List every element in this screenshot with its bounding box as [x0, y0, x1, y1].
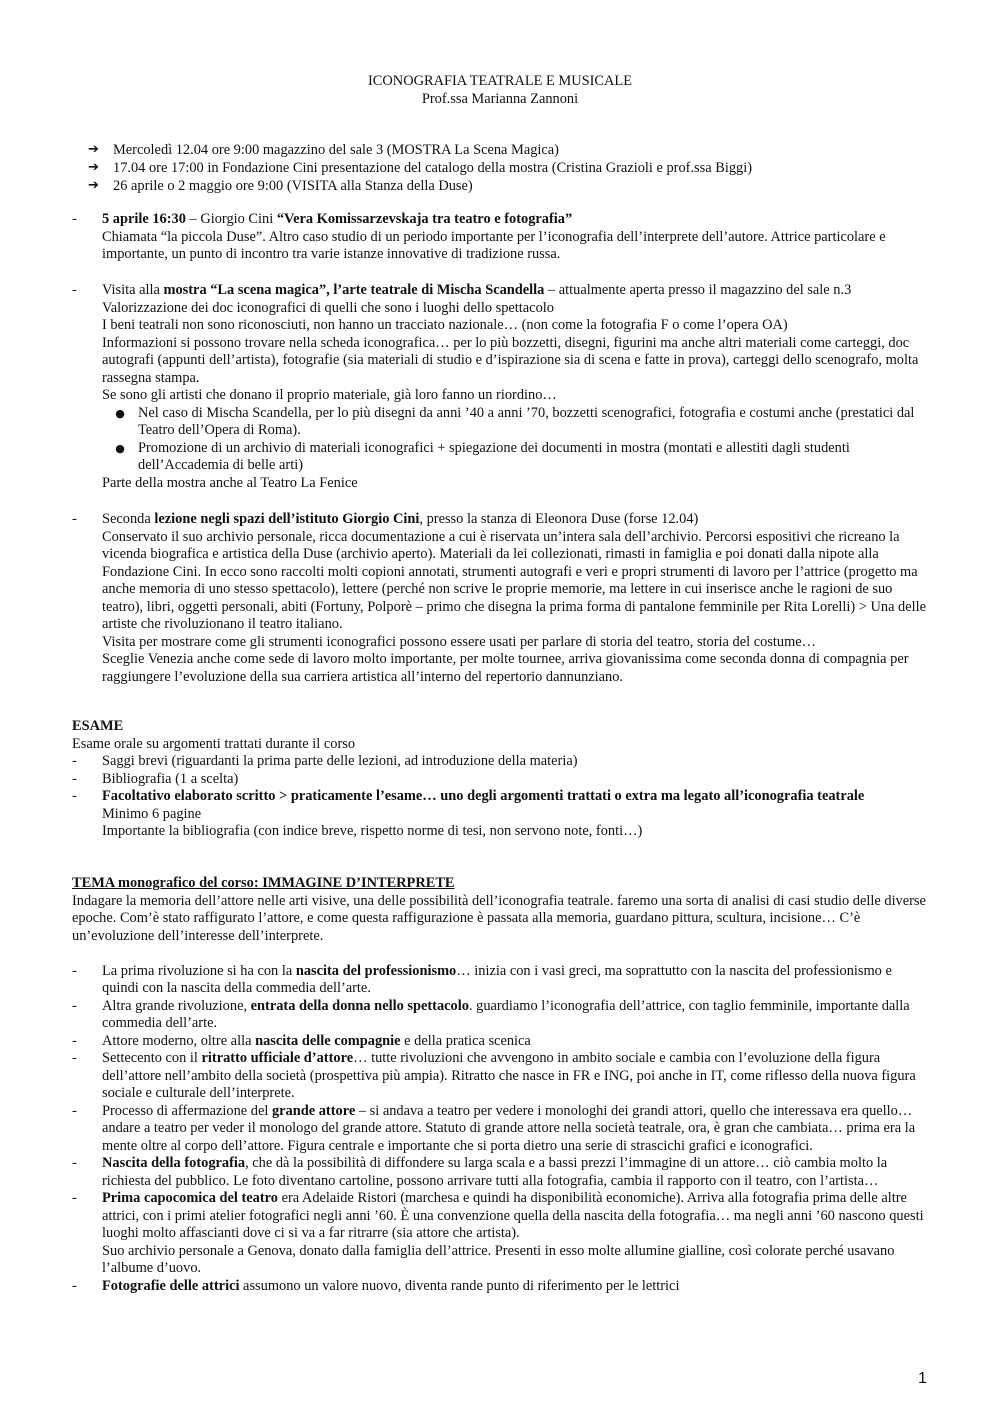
- right-arrow-icon: ➔: [88, 178, 99, 193]
- dash-bullet: -: [72, 997, 77, 1014]
- list-item: ● Promozione di un archivio di materiali iconografici + spiegazione dei documenti in mostra (montati e allestiti dagli studenti dell’Accademia di belle arti): [102, 440, 932, 475]
- theme-intro: Indagare la memoria dell’attore nelle arti visive, una delle possibilità dell’iconografia teatrale. faremo una sorta di analisi di casi studio delle diverse epoche. Com’è stato raffigurato l’attore, e come questa raffigurazione è passata alla memoria, guardano pittura, scultura, incisione… C’è un’evoluzione dell’interesse dell’interprete.: [72, 892, 926, 944]
- page-number: 1: [918, 1370, 927, 1387]
- list-item: - Prima capocomica del teatro era Adelaide Ristori (marchesa e quindi ha disponibilità economiche). Arriva alla fotografia prima delle altre attrici, con i primi atelier fotografici negli anni ’60. È una convenzione quella della nascita della fotografia… ma negli anni ’60 nascono questi luoghi molto affascianti dove ci si va a far ritrarre (sia attore che artista). Suo archivio personale a Genova, donato dalla famiglia dell’attrice. Presenti in esso molte allumine gialline, così colorate perché usavano l’albume d’uovo.: [72, 1190, 924, 1276]
- document-title: ICONOGRAFIA TEATRALE E MUSICALE: [368, 73, 632, 89]
- right-arrow-icon: ➔: [88, 142, 99, 157]
- lesson-1: - 5 aprile 16:30 – Giorgio Cini “Vera Komissarzevskaja tra teatro e fotografia” Chiamata “la piccola Duse”. Altro caso studio di un periodo importante per l’iconografia dell’interprete dell’autore. Attrice particolare e importante, un punto di incontro tra varie istanze innovative di tradizione russa.: [72, 211, 932, 264]
- schedule-item: ➔ Mercoledì 12.04 ore 9:00 magazzino del sale 3 (MOSTRA La Scena Magica): [88, 142, 559, 158]
- list-item: - Attore moderno, oltre alla nascita delle compagnie e della pratica scenica: [72, 1032, 531, 1049]
- dash-bullet: -: [72, 962, 77, 979]
- dash-bullet: -: [72, 753, 77, 769]
- document-header: [0, 72, 1000, 108]
- lesson-3: - Seconda lezione negli spazi dell’istituto Giorgio Cini, presso la stanza di Eleonora Duse (forse 12.04) Conservato il suo archivio personale, ricca documentazione a cui è riservata un’intera sala dell’archivio. Percorsi espositivi che ricreano la vicenda biografica e artistica della Duse (archivio aperto). Materiali da lei collezionati, rimasti in famiglia e poi donati dalla nipote alla Fondazione Cini. In ecco sono raccolti molti copioni annotati, strumenti autografi e veri e propri strumenti di lavoro per l’attrice (progetto ma anche memoria di uno stesso spettacolo), lettere (perché non scrive le proprie memorie, ma lettere in cui inserisce anche le ragioni de suo teatro), libri, oggetti personali, abiti (Fortuny, Polporè – primo che disegna la prima forma di pantalone femminile per Rita Lorelli) > Una delle artiste che rivoluzionano il teatro italiano. Visita per mostrare come gli strumenti iconografici possono essere usati per parlare di storia del teatro, storia del costume… Sceglie Venezia anche come sede di lavoro molto importante, per molte tournee, arriva giovanissima come seconda donna di compagnia per raggiungere l’evoluzione della sua carriera artistica all’interno del repertorio dannunziano.: [72, 511, 927, 685]
- list-item: - Fotografie delle attrici assumono un valore nuovo, diventa rande punto di riferimento per le lettrici: [72, 1277, 680, 1294]
- schedule-item: ➔ 26 aprile o 2 maggio ore 9:00 (VISITA alla Stanza della Duse): [88, 178, 473, 194]
- document-subtitle: Prof.ssa Marianna Zannoni: [421, 91, 579, 107]
- dash-bullet: -: [72, 1190, 77, 1206]
- schedule-item: ➔ 17.04 ore 17:00 in Fondazione Cini presentazione del catalogo della mostra (Cristina Grazioli e prof.ssa Biggi): [88, 160, 753, 176]
- dash-bullet: -: [72, 1050, 77, 1066]
- list-item: - Processo di affermazione del grande attore – si andava a teatro per vedere i monologhi dei grandi attori, quello che interessava era quello… andare a teatro per veder il monologo del grande attore. Statuto di grande attore nella società teatrale, ora, è gran che cambiata… prima era la mente oltre al corpo dell’attore. Figura centrale e importante che si porta dietro una serie di strascichi grafici e iconografici.: [72, 1102, 916, 1154]
- dash-bullet: -: [72, 211, 77, 227]
- theme-section: [72, 875, 932, 1295]
- exam-heading: ESAME: [72, 718, 124, 734]
- dash-bullet: -: [72, 282, 77, 298]
- lesson-2: - Visita alla mostra “La scena magica”, l’arte teatrale di Mischa Scandella – attualmente aperta presso il magazzino del sale n.3 Valorizzazione dei doc iconografici di quelli che sono i luoghi dello spettacolo I beni teatrali non sono riconosciuti, non hanno un tracciato nazionale… (non come la fotografia F o come l’opera OA) Informazioni si possono trovare nella scheda iconografica… per lo più bozzetti, disegni, figurini ma anche altri materiali come carteggi, doc autografi (appunti dell’artista), fotografie (sia materiali di studio e d’ispirazione sia di scena e fatte in prova), carteggi dello scenografo, molta rassegna stampa. Se sono gli artisti che donano il proprio materiale, già loro fanno un riordino… ● Nel caso di Mischa Scandella, per lo più disegni da anni ’40 a anni ’70, bozzetti scenografici, fotografia e costumi anche (prestatici dal Teatro dell’Opera di Roma). ● Promozione di un archivio di materiali iconografici + spiegazione dei documenti in mostra (montati e allestiti dagli studenti dell’Accademia di belle arti) Parte della mostra anche al Teatro La Fenice: [72, 282, 932, 492]
- schedule-list: [88, 141, 752, 195]
- list-item: - Settecento con il ritratto ufficiale d’attore… tutte rivoluzioni che avvengono in ambito sociale e cambia con l’evoluzione della figura dell’attore nell’ambito della società (prospettiva più ampia). Ritratto che nasce in FR e ING, poi anche in IT, come riflesso della nuova figura sociale e culturale dell’interprete.: [72, 1050, 916, 1101]
- dash-bullet: -: [72, 788, 77, 804]
- bullet-dot-icon: ●: [115, 441, 125, 455]
- dash-bullet: -: [72, 1032, 77, 1049]
- right-arrow-icon: ➔: [88, 160, 99, 175]
- list-item: - La prima rivoluzione si ha con la nascita del professionismo… inizia con i vasi greci, ma soprattutto con la nascita del professionismo e quindi con la nascita della commedia dell’arte.: [72, 962, 892, 996]
- theme-heading: TEMA monografico del corso: IMMAGINE D’INTERPRETE: [72, 875, 455, 891]
- dash-bullet: -: [72, 770, 77, 787]
- list-item: - Altra grande rivoluzione, entrata della donna nello spettacolo. guardiamo l’iconografia dell’attrice, con taglio femminile, importante dalla commedia dell’arte.: [72, 997, 910, 1031]
- lesson-2-bullets: [102, 405, 932, 475]
- bullet-dot-icon: ●: [115, 406, 125, 420]
- dash-bullet: -: [72, 1277, 77, 1294]
- list-item: ● Nel caso di Mischa Scandella, per lo più disegni da anni ’40 a anni ’70, bozzetti scenografici, fotografia e costumi anche (prestatici dal Teatro dell’Opera di Roma).: [102, 405, 932, 440]
- exam-section: ESAME Esame orale su argomenti trattati durante il corso - Saggi brevi (riguardanti la prima parte delle lezioni, ad introduzione della materia) - Bibliografia (1 a scelta) - Facoltativo elaborato scritto > praticamente l’esame… uno degli argomenti trattati o extra ma legato all’iconografia teatrale Minimo 6 pagine Importante la bibliografia (con indice breve, rispetto norme di tesi, non servono note, fonti…): [72, 718, 865, 839]
- dash-bullet: -: [72, 1155, 77, 1171]
- dash-bullet: -: [72, 511, 77, 527]
- dash-bullet: -: [72, 1102, 77, 1119]
- list-item: - Nascita della fotografia, che dà la possibilità di diffondere su larga scala e a bassi prezzi l’immagine di un attore… ciò cambia molto la richiesta del pubblico. Le foto diventano cartoline, possono arrivare tutti alla fotografia, cambia il rapporto con il teatro, con l’artista…: [72, 1155, 888, 1189]
- lesson-1-description: Chiamata “la piccola Duse”. Altro caso studio di un periodo importante per l’iconografia dell’interprete dell’autore. Attrice particolare e importante, un punto di incontro tra varie istanze innovative di tradizione russa.: [102, 228, 886, 262]
